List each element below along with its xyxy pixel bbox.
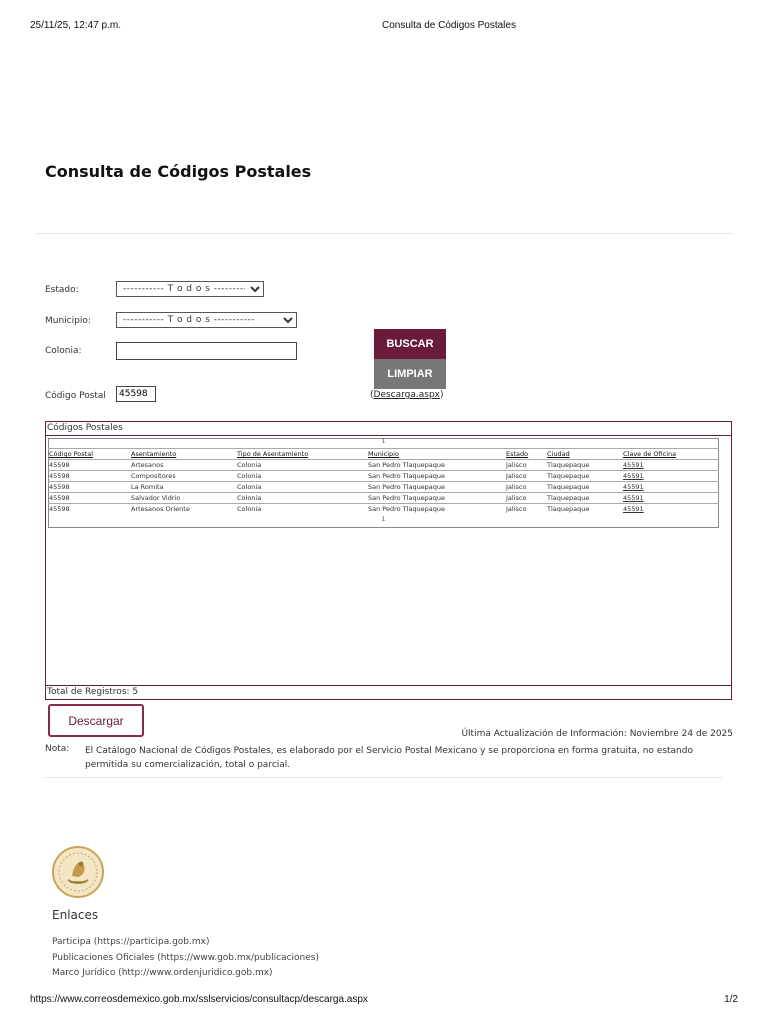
col-header-tipo[interactable]: Tipo de Asentamiento xyxy=(236,449,367,460)
nota-text: El Catálogo Nacional de Códigos Postales, es elaborado por el Servicio Postal Mexicano y se proporciona en forma gratuita, no estando permitida su comercialización, total o parcial. xyxy=(85,746,693,770)
total-registros: Total de Registros: 5 xyxy=(47,687,139,697)
table-header-row xyxy=(48,449,719,460)
cell-codigo: 45598 xyxy=(48,471,130,482)
footer-link-marco-juridico[interactable]: Marco Jurídico (http://www.ordenjuridico.gob.mx) xyxy=(52,968,273,978)
colonia-input[interactable] xyxy=(116,342,297,360)
mexico-coat-of-arms-icon xyxy=(52,846,104,898)
print-footer-page: 1/2 xyxy=(724,994,738,1005)
header-divider xyxy=(36,233,733,234)
cell-codigo: 45598 xyxy=(48,493,130,504)
col-header-asentamiento[interactable]: Asentamiento xyxy=(130,449,236,460)
info-divider xyxy=(45,777,722,778)
cp-input[interactable] xyxy=(116,386,156,402)
cell-codigo: 45598 xyxy=(48,460,130,471)
cell-ciudad: Tlaquepaque xyxy=(546,504,622,515)
col-header-ciudad[interactable]: Ciudad xyxy=(546,449,622,460)
table-row xyxy=(48,471,719,482)
table-row xyxy=(48,504,719,515)
cell-asentamiento: Compositores xyxy=(130,471,236,482)
cell-tipo: Colonia xyxy=(236,471,367,482)
cell-estado: Jalisco xyxy=(505,493,546,504)
municipio-label: Municipio: xyxy=(45,316,91,326)
cell-municipio: San Pedro Tlaquepaque xyxy=(367,471,505,482)
cell-clave-link[interactable]: 45591 xyxy=(622,460,719,471)
page-title: Consulta de Códigos Postales xyxy=(45,162,312,181)
cell-ciudad: Tlaquepaque xyxy=(546,493,622,504)
table-row xyxy=(48,482,719,493)
cell-municipio: San Pedro Tlaquepaque xyxy=(367,460,505,471)
table-row xyxy=(48,460,719,471)
print-footer-url: https://www.correosdemexico.gob.mx/sslservicios/consultacp/descarga.aspx xyxy=(30,994,368,1005)
cell-tipo: Colonia xyxy=(236,460,367,471)
cell-municipio: San Pedro Tlaquepaque xyxy=(367,504,505,515)
col-header-estado[interactable]: Estado xyxy=(505,449,546,460)
cell-tipo: Colonia xyxy=(236,504,367,515)
descarga-link-wrapper xyxy=(370,390,444,400)
pager-top[interactable]: 1 xyxy=(381,438,386,445)
results-table xyxy=(48,448,719,514)
cell-estado: Jalisco xyxy=(505,460,546,471)
cell-asentamiento: Salvador Vidrio xyxy=(130,493,236,504)
cell-tipo: Colonia xyxy=(236,482,367,493)
nota-label: Nota: xyxy=(45,744,70,754)
buscar-button[interactable]: BUSCAR xyxy=(374,329,446,359)
print-title: Consulta de Códigos Postales xyxy=(382,20,516,31)
cell-clave-link[interactable]: 45591 xyxy=(622,471,719,482)
cell-estado: Jalisco xyxy=(505,471,546,482)
col-header-codigo[interactable]: Código Postal xyxy=(48,449,130,460)
cell-asentamiento: Artesanos xyxy=(130,460,236,471)
cell-asentamiento: Artesanos Oriente xyxy=(130,504,236,515)
results-title: Códigos Postales xyxy=(47,423,123,433)
cell-municipio: San Pedro Tlaquepaque xyxy=(367,482,505,493)
cell-ciudad: Tlaquepaque xyxy=(546,460,622,471)
descarga-paren-open: ( xyxy=(370,390,374,400)
cell-clave-link[interactable]: 45591 xyxy=(622,493,719,504)
footer-link-participa[interactable]: Participa (https://participa.gob.mx) xyxy=(52,937,210,947)
cell-estado: Jalisco xyxy=(505,482,546,493)
table-row xyxy=(48,493,719,504)
enlaces-title: Enlaces xyxy=(52,908,99,922)
descargar-button[interactable]: Descargar xyxy=(48,704,144,737)
cell-clave-link[interactable]: 45591 xyxy=(622,482,719,493)
descarga-paren-close: ) xyxy=(440,390,444,400)
cell-municipio: San Pedro Tlaquepaque xyxy=(367,493,505,504)
last-update-text: Última Actualización de Información: Noviembre 24 de 2025 xyxy=(461,729,733,739)
cell-clave-link[interactable]: 45591 xyxy=(622,504,719,515)
estado-select[interactable] xyxy=(116,281,264,297)
pager-bottom[interactable]: 1 xyxy=(381,516,386,523)
cell-estado: Jalisco xyxy=(505,504,546,515)
cell-codigo: 45598 xyxy=(48,482,130,493)
results-title-divider xyxy=(46,435,731,436)
descarga-link[interactable]: Descarga.aspx xyxy=(373,390,441,400)
colonia-label: Colonia: xyxy=(45,346,82,356)
cell-ciudad: Tlaquepaque xyxy=(546,482,622,493)
cell-ciudad: Tlaquepaque xyxy=(546,471,622,482)
cell-tipo: Colonia xyxy=(236,493,367,504)
col-header-clave[interactable]: Clave de Oficina xyxy=(622,449,719,460)
cell-asentamiento: La Romita xyxy=(130,482,236,493)
cell-codigo: 45598 xyxy=(48,504,130,515)
estado-label: Estado: xyxy=(45,285,79,295)
footer-link-publicaciones[interactable]: Publicaciones Oficiales (https://www.gob.mx/publicaciones) xyxy=(52,953,319,963)
total-divider xyxy=(46,685,731,686)
municipio-select[interactable] xyxy=(116,312,297,328)
print-date: 25/11/25, 12:47 p.m. xyxy=(30,20,121,31)
col-header-municipio[interactable]: Municipio xyxy=(367,449,505,460)
limpiar-button[interactable]: LIMPIAR xyxy=(374,359,446,389)
cp-label: Código Postal xyxy=(45,391,106,401)
